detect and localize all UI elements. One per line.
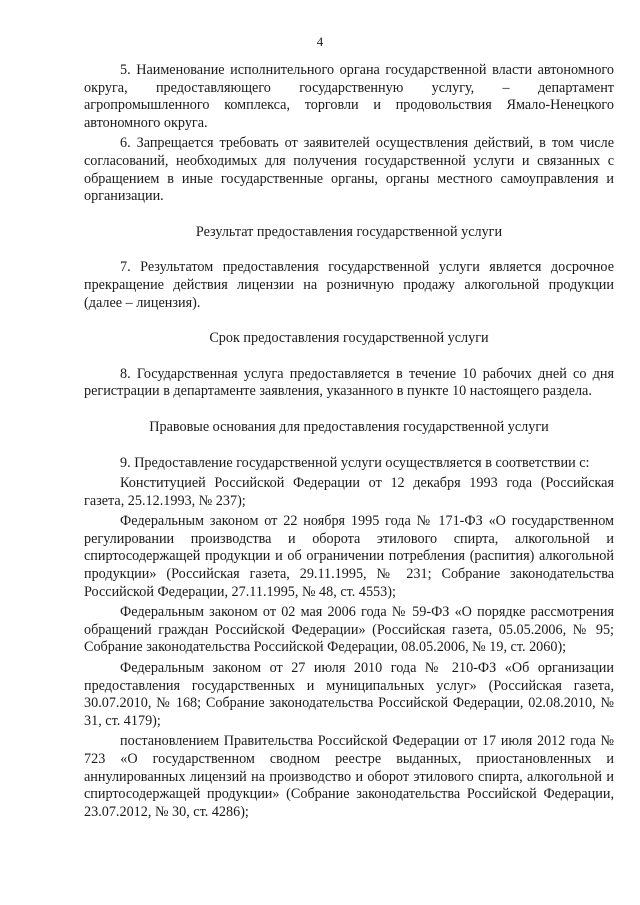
- legal-basis-item: постановлением Правительства Российской Федерации от 17 июля 2012 года № 723 «О государственном сводном реестре выданных, приостановленных и аннулированных лицензий на производство и оборот этилового спирта, алкогольной и спиртосодержащей продукции» (Собрание законодательства Российской Федерации, 23.07.2012, № 30, ст. 4286);: [84, 733, 614, 820]
- legal-basis-item: Конституцией Российской Федерации от 12 декабря 1993 года (Российская газета, 25.12.1993, № 237);: [84, 475, 614, 509]
- legal-basis-item: Федеральным законом от 02 мая 2006 года № 59-ФЗ «О порядке рассмотрения обращений граждан Российской Федерации» (Российская газета, 05.05.2006, № 95; Собрание законодательства Российской Федерации, 08.05.2006, № 19, ст. 2060);: [84, 604, 614, 656]
- paragraph-5: 5. Наименование исполнительного органа государственной власти автономного округа, предоставляющего государственную услугу, – департамент агропромышленного комплекса, торговли и продовольствия Ямало-Ненецкого автономного округа.: [84, 62, 614, 131]
- paragraph-9: 9. Предоставление государственной услуги осуществляется в соответствии с:: [120, 454, 590, 471]
- section-heading-result: Результат предоставления государственной услуги: [195, 223, 503, 240]
- paragraph-8: 8. Государственная услуга предоставляется в течение 10 рабочих дней со дня регистрации в департаменте заявления, указанного в пункте 10 настоящего раздела.: [84, 365, 614, 400]
- page-number: 4: [316, 34, 324, 49]
- section-heading-term: Срок предоставления государственной услуги: [209, 330, 489, 347]
- legal-basis-item: Федеральным законом от 22 ноября 1995 года № 171-ФЗ «О государственном регулировании производства и оборота этилового спирта, алкогольной и спиртосодержащей продукции и об ограничении потребления (распития) алкогольной продукции» (Российская газета, 29.11.1995, № 231; Собрание законодательства Российской Федерации, 27.11.1995, № 48, ст. 4553);: [84, 513, 614, 600]
- legal-basis-item: Федеральным законом от 27 июля 2010 года № 210-ФЗ «Об организации предоставления государственных и муниципальных услуг» (Российская газета, 30.07.2010, № 168; Собрание законодательства Российской Федерации, 02.08.2010, № 31, ст. 4179);: [84, 660, 614, 729]
- section-heading-legal-basis: Правовые основания для предоставления государственной услуги: [149, 418, 549, 435]
- paragraph-7: 7. Результатом предоставления государственной услуги является досрочное прекращение действия лицензии на розничную продажу алкогольной продукции (далее – лицензия).: [84, 259, 614, 311]
- document-body: [84, 62, 614, 824]
- paragraph-6: 6. Запрещается требовать от заявителей осуществления действий, в том числе согласований, необходимых для получения государственной услуги и связанных с обращением в иные государственные органы, органы местного самоуправления и организации.: [84, 135, 614, 205]
